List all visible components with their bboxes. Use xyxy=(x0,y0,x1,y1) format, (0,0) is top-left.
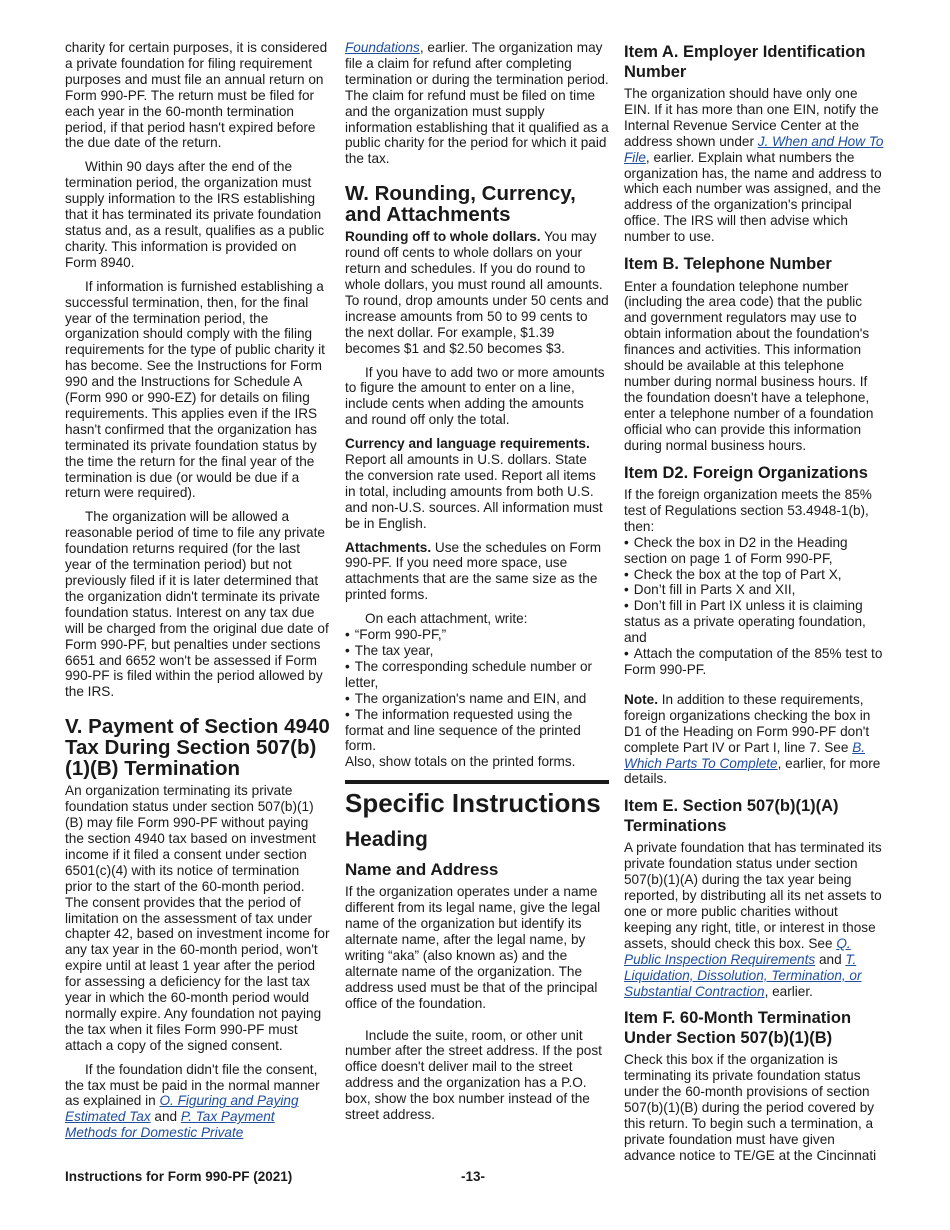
text: Report all amounts in U.S. dollars. State the conversion rate used. Report all items in total, including amounts from both U.S. and non-U.S. sources. All information must be in English. xyxy=(345,452,603,531)
list-item: • Attach the computation of the 85% test to Form 990-PF. xyxy=(624,646,886,678)
section-heading-v: V. Payment of Section 4940 Tax During Section 507(b)(1)(B) Termination xyxy=(65,715,330,781)
list-item: • Check the box in D2 in the Heading section on page 1 of Form 990-PF, xyxy=(624,535,886,567)
paragraph: If the foreign organization meets the 85% test of Regulations section 53.4948-1(b), then: xyxy=(624,487,872,534)
item-d2-heading: Item D2. Foreign Organizations xyxy=(624,463,868,482)
paragraph: If you have to add two or more amounts to figure the amount to enter on a line, include cents when adding the amounts and round off only the total. xyxy=(345,364,605,428)
text: The organization should have only one EIN. If it has more than one EIN, notify the Internal Revenue Service Center at the address shown under xyxy=(624,86,879,149)
paragraph xyxy=(345,540,609,604)
name-and-address-heading: Name and Address xyxy=(345,860,499,880)
link-which-parts-to-complete[interactable]: B. Which Parts To Complete xyxy=(624,739,866,771)
text: , earlier. The organization may file a claim for refund after completing termination or during the termination period. The claim for refund must be filed on time and the organization must supply information establishing that it qualified as a public charity for the period for which it paid the tax. xyxy=(345,40,609,167)
specific-instructions-heading: Specific Instructions xyxy=(345,780,609,818)
paragraph: Also, show totals on the printed forms. xyxy=(345,754,576,770)
text: Use the schedules on Form 990-PF. If you need more space, use attachments that are the same size as the printed forms. xyxy=(345,539,602,603)
list-item: • “Form 990-PF,” xyxy=(345,627,609,643)
paragraph xyxy=(624,840,886,999)
column-2 xyxy=(345,40,609,1131)
paragraph xyxy=(345,40,609,167)
run-in-heading: Attachments. xyxy=(345,539,432,555)
link-when-how-to-file[interactable]: J. When and How To File xyxy=(624,133,884,165)
paragraph: charity for certain purposes, it is considered a private foundation for filing requirement purposes and must file an annual return on Form 990-PF. The return must be filed for each year in the 60-month termination period, if that period hasn't expired before the due date of the return. xyxy=(65,40,328,151)
run-in-heading: Rounding off to whole dollars. xyxy=(345,229,541,245)
text: In addition to these requirements, foreign organizations checking the box in D1 of the Heading on Form 990-PF don't complete Part IV or Part I, line 7. See xyxy=(624,691,871,755)
paragraph: If the organization operates under a name different from its legal name, give the legal name of the organization but identify its alternate name, after the legal name, by writing “aka” (also known as) and the alternate name of the organization. The address used must be that of the principal office of the foundation. xyxy=(345,884,601,1011)
footer-title: Instructions for Form 990-PF (2021) xyxy=(65,1169,293,1184)
list-item: • Don’t fill in Part IX unless it is claiming status as a private operating foundation, and xyxy=(624,598,886,646)
paragraph: Enter a foundation telephone number (including the area code) that the public and government regulators may use to obtain information about the foundation's finances and activities. This information should be available at this telephone number during normal business hours. If the foundation doesn't have a telephone, enter a telephone number of a foundation official who can provide this information during normal business hours. xyxy=(624,278,874,453)
item-b-heading: Item B. Telephone Number xyxy=(624,255,832,274)
list-item: • Don’t fill in Parts X and XII, xyxy=(624,582,886,598)
heading-title: Heading xyxy=(345,828,428,852)
text: and xyxy=(150,1109,181,1125)
section-heading-w: W. Rounding, Currency, and Attachments xyxy=(345,182,576,227)
text: , earlier, for more details. xyxy=(624,755,881,787)
paragraph xyxy=(345,436,609,531)
paragraph: Check this box if the organization is terminating its private foundation status under the 60-month provisions of section 507(b)(1)(B) during the period covered by this return. To begin such a termination, a private foundation must have given advance notice to TE/GE at the Cincinnati xyxy=(624,1052,877,1163)
text: , earlier. xyxy=(764,983,813,999)
paragraph xyxy=(65,1062,330,1142)
paragraph xyxy=(624,86,886,245)
list-item: • Check the box at the top of Part X, xyxy=(624,567,886,583)
paragraph: The organization will be allowed a reasonable period of time to file any private foundation returns required (for the last year of the termination period) but not previously filed if it is later determined that the organization didn't terminate its private foundation status. Interest on any tax due will be charged from the original due date of Form 990-PF, but penalties under sections 6651 and 6652 won't be assessed if Form 990-PF is filed within the period allowed by the IRS. xyxy=(65,509,329,700)
column-1 xyxy=(65,40,330,1149)
paragraph xyxy=(624,692,886,787)
link-public-inspection[interactable]: Q. Public Inspection Requirements xyxy=(624,935,851,967)
text: You may round off cents to whole dollars on your return and schedules. If you do round to whole dollars, you must round all amounts. To round, drop amounts under 50 cents and increase amounts from 50 to 99 cents to the next dollar. For example, $1.39 becomes $1 and $2.50 becomes $3. xyxy=(345,229,609,356)
link-tax-payment-methods[interactable]: P. Tax Payment Methods for Domestic Private xyxy=(65,1109,275,1141)
list-item: • The corresponding schedule number or letter, xyxy=(345,659,609,691)
paragraph: Include the suite, room, or other unit number after the street address. If the post office doesn't deliver mail to the street address and the organization has a P.O. box, show the box number instead of the street address. xyxy=(345,1027,602,1123)
paragraph: Within 90 days after the end of the termination period, the organization must supply information to the IRS establishing that it has terminated its private foundation status and, as a result, qualifies as a public charity. This information is provided on Form 8940. xyxy=(65,159,325,270)
text: , earlier. Explain what numbers the organization has, the name and address to which each number was assigned, and the address of the organization's principal office. The IRS will then advise which number to use. xyxy=(624,149,882,245)
list-item: • The information requested using the format and line sequence of the printed form. xyxy=(345,707,609,755)
list-item: • The organization's name and EIN, and xyxy=(345,691,609,707)
link-foundations[interactable]: Foundations xyxy=(345,40,420,55)
text: and xyxy=(815,951,846,967)
link-liquidation-dissolution[interactable]: T. Liquidation, Dissolution, Termination, or Substantial Contraction xyxy=(624,951,862,999)
text: A private foundation that has terminated its private foundation status under section 507(b)(1)(A) during the tax year being reported, by distributing all its net assets to one or more public charities without keeping any right, title, or interest in those assets, should check this box. See xyxy=(624,840,882,951)
paragraph xyxy=(345,229,609,356)
item-e-heading: Item E. Section 507(b)(1)(A) Terminations xyxy=(624,797,839,835)
text: If the foundation didn't file the consent, the tax must be paid in the normal manner as explained in xyxy=(65,1061,320,1109)
run-in-heading: Note. xyxy=(624,691,658,707)
column-3 xyxy=(624,40,886,1172)
run-in-heading: Currency and language requirements. xyxy=(345,436,590,452)
paragraph: If information is furnished establishing a successful termination, then, for the final year of the termination period, the organization should comply with the filing requirements for the type of public charity it has become. See the Instructions for Form 990 and the Instructions for Schedule A (Form 990 or 990-EZ) for details on filing requirements. This applies even if the IRS hasn't confirmed that the organization has terminated its private foundation status by the time the return for the final year of the termination is due (or would be due if a return were required). xyxy=(65,278,325,501)
list-item: • The tax year, xyxy=(345,643,609,659)
page-number: -13- xyxy=(461,1169,486,1184)
paragraph: On each attachment, write: xyxy=(365,611,528,627)
paragraph: An organization terminating its private foundation status under section 507(b)(1)(B) may file Form 990-PF without paying the section 4940 tax based on investment income if it filed a consent under section 6501(c)(4) with its notice of termination prior to the start of the 60-month period. The consent provides that the period of limitation on the assessment of tax under chapter 42, based on investment income for any tax year in the 60-month period, won't expire until at least 1 year after the period for assessing a deficiency for the last tax year in which the 60-month period would normally expire. Any foundation not paying the tax when it files Form 990-PF must attach a copy of the signed consent. xyxy=(65,783,330,1053)
item-f-heading: Item F. 60-Month Termination Under Section 507(b)(1)(B) xyxy=(624,1009,852,1047)
item-a-heading: Item A. Employer Identification Number xyxy=(624,43,866,81)
link-figuring-estimated-tax[interactable]: O. Figuring and Paying Estimated Tax xyxy=(65,1093,299,1125)
